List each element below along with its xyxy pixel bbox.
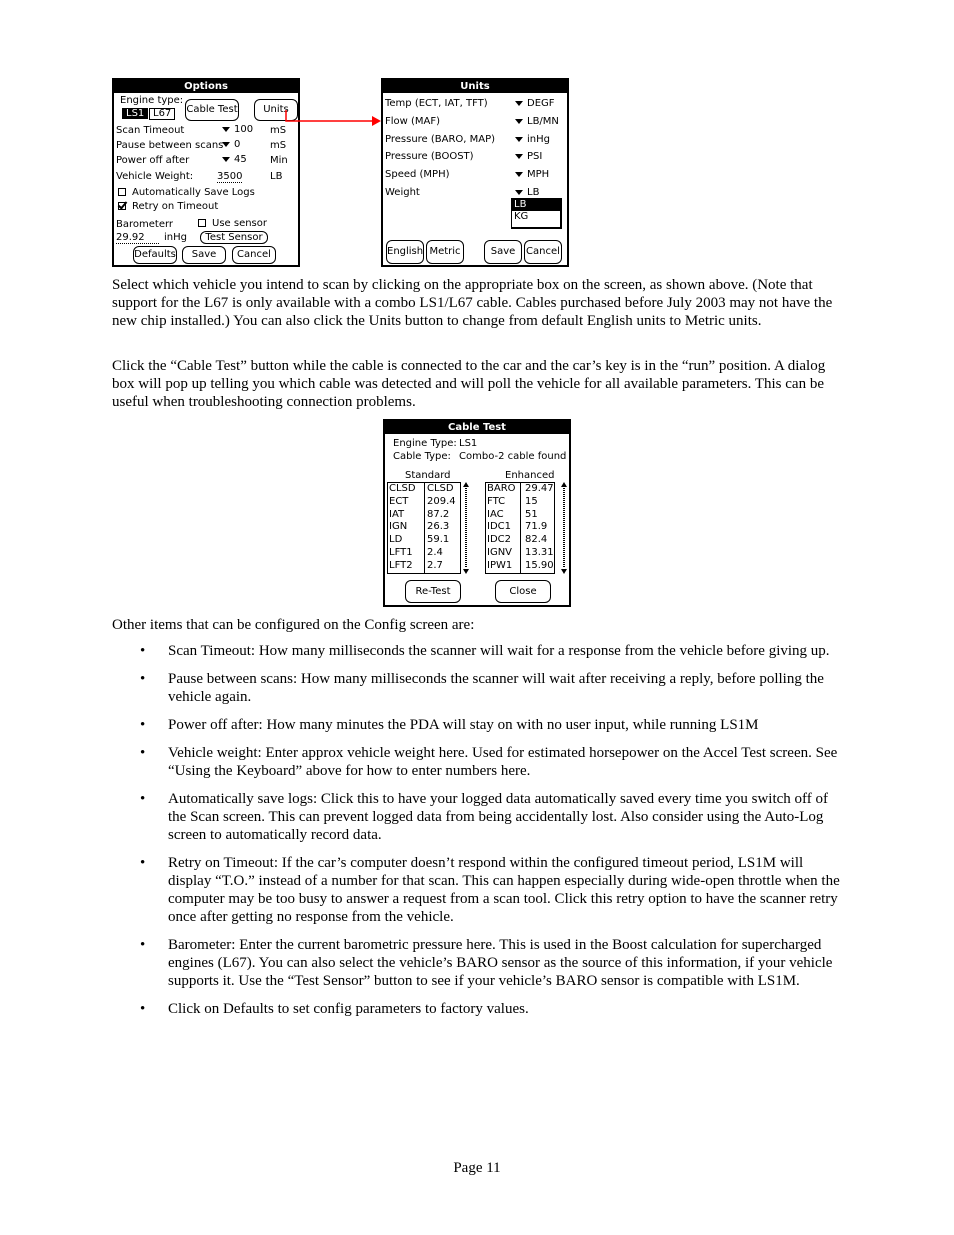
standard-header: Standard bbox=[405, 470, 451, 481]
scan-timeout-unit: mS bbox=[270, 125, 287, 136]
dropdown-arrow-icon bbox=[515, 172, 523, 177]
units-cancel-button[interactable]: Cancel bbox=[524, 240, 562, 264]
power-off-dropdown[interactable]: 45 bbox=[222, 155, 247, 165]
unit-dropdown-flow[interactable]: LB/MN bbox=[515, 117, 559, 127]
list-item: • Vehicle weight: Enter approx vehicle weight here. Used for estimated horsepower on the Accel Test screen. See “Using the Keyboard” above for how to enter numbers here. bbox=[112, 744, 842, 780]
scan-timeout-dropdown[interactable]: 100 bbox=[222, 125, 253, 135]
standard-param-value: 26.3 bbox=[427, 521, 450, 533]
options-title: Options bbox=[114, 80, 298, 93]
standard-param-value: 209.4 bbox=[427, 495, 456, 507]
enhanced-param-value: 82.4 bbox=[525, 534, 548, 546]
scroll-up-icon[interactable] bbox=[561, 482, 567, 487]
scan-timeout-label: Scan Timeout bbox=[116, 125, 185, 136]
test-sensor-button[interactable]: Test Sensor bbox=[200, 231, 268, 244]
standard-row bbox=[389, 560, 460, 573]
standard-list[interactable] bbox=[387, 482, 461, 574]
engine-l67-toggle[interactable]: L67 bbox=[149, 108, 175, 120]
enhanced-row bbox=[487, 547, 554, 560]
auto-save-checkbox[interactable]: Automatically Save Logs bbox=[118, 188, 255, 198]
weight-option-lb[interactable]: LB bbox=[512, 199, 560, 211]
enhanced-param-name: IDC2 bbox=[487, 534, 511, 546]
engine-type-label: Engine type: bbox=[120, 95, 184, 106]
unit-dropdown-speed[interactable]: MPH bbox=[515, 170, 549, 180]
metric-button[interactable]: Metric bbox=[426, 240, 464, 264]
use-sensor-checkbox[interactable]: Use sensor bbox=[198, 219, 267, 229]
list-item: • Click on Defaults to set config parameters to factory values. bbox=[112, 1000, 842, 1018]
standard-param-value: 59.1 bbox=[427, 534, 450, 546]
dropdown-arrow-icon bbox=[515, 137, 523, 142]
options-save-button[interactable]: Save bbox=[182, 246, 226, 264]
enhanced-param-name: BARO bbox=[487, 483, 516, 494]
enhanced-param-name: IGNV bbox=[487, 546, 513, 558]
enhanced-param-name: IAC bbox=[487, 508, 504, 520]
standard-param-name: LFT1 bbox=[389, 546, 413, 558]
defaults-button[interactable]: Defaults bbox=[133, 246, 177, 264]
power-off-unit: Min bbox=[270, 155, 288, 166]
enhanced-row bbox=[487, 496, 554, 509]
unit-row-label-boost: Pressure (BOOST) bbox=[385, 151, 474, 162]
vehicle-weight-field[interactable]: 3500 bbox=[217, 171, 243, 182]
standard-param-name: IGN bbox=[389, 521, 408, 533]
units-title: Units bbox=[383, 80, 567, 93]
unit-row-label-pressure: Pressure (BARO, MAP) bbox=[385, 134, 496, 145]
enhanced-param-value: 13.31 bbox=[525, 546, 554, 558]
pause-unit: mS bbox=[270, 140, 287, 151]
enhanced-row bbox=[487, 560, 554, 573]
engine-type-value: LS1 bbox=[459, 438, 478, 449]
enhanced-param-value: 29.47 bbox=[525, 483, 554, 494]
list-item: • Power off after: How many minutes the PDA will stay on with no user input, while running LS1M bbox=[112, 716, 842, 734]
dropdown-arrow-icon bbox=[515, 101, 523, 106]
standard-param-name: LFT2 bbox=[389, 559, 413, 571]
baro-field[interactable]: 29.92 bbox=[116, 233, 159, 244]
unit-row-label-weight: Weight bbox=[385, 187, 420, 198]
power-off-label: Power off after bbox=[116, 155, 190, 166]
vehicle-weight-label: Vehicle Weight: bbox=[116, 171, 194, 182]
unit-dropdown-pressure[interactable]: inHg bbox=[515, 135, 550, 145]
unit-dropdown-boost[interactable]: PSI bbox=[515, 152, 542, 162]
scroll-down-icon[interactable] bbox=[463, 569, 469, 574]
standard-param-value: 2.7 bbox=[427, 559, 443, 571]
standard-scrollbar[interactable] bbox=[462, 482, 470, 574]
standard-row bbox=[389, 547, 460, 560]
unit-dropdown-weight[interactable]: LB bbox=[515, 188, 539, 198]
enhanced-row bbox=[487, 509, 554, 522]
cable-test-screen bbox=[383, 419, 571, 607]
enhanced-param-value: 15 bbox=[525, 495, 538, 507]
units-save-button[interactable]: Save bbox=[484, 240, 522, 264]
enhanced-row bbox=[487, 483, 554, 496]
standard-row bbox=[389, 534, 460, 547]
options-cancel-button[interactable]: Cancel bbox=[232, 246, 276, 264]
config-items-list bbox=[112, 642, 842, 1028]
weight-dropdown-list bbox=[511, 198, 562, 229]
unit-dropdown-temp[interactable]: DEGF bbox=[515, 99, 555, 109]
cable-test-button[interactable]: Cable Test bbox=[185, 99, 239, 121]
standard-row bbox=[389, 521, 460, 534]
vehicle-weight-unit: LB bbox=[270, 171, 283, 182]
enhanced-param-name: FTC bbox=[487, 495, 506, 507]
unit-row-label-temp: Temp (ECT, IAT, TFT) bbox=[385, 98, 488, 109]
dropdown-arrow-icon bbox=[515, 190, 523, 195]
enhanced-header: Enhanced bbox=[505, 470, 555, 481]
enhanced-param-value: 71.9 bbox=[525, 521, 548, 533]
standard-param-name: IAT bbox=[389, 508, 405, 520]
standard-param-value: 2.4 bbox=[427, 546, 443, 558]
baro-unit: inHg bbox=[164, 232, 187, 243]
standard-param-name: ECT bbox=[389, 495, 409, 507]
standard-param-name: LD bbox=[389, 534, 403, 546]
weight-option-kg[interactable]: KG bbox=[514, 211, 529, 222]
dropdown-arrow-icon bbox=[515, 154, 523, 159]
list-item: • Pause between scans: How many milliseconds the scanner will wait after receiving a reply, before polling the vehicle again. bbox=[112, 670, 842, 706]
units-screen bbox=[381, 78, 569, 267]
cable-type-label: Cable Type: bbox=[393, 451, 451, 462]
standard-row bbox=[389, 509, 460, 522]
enhanced-row bbox=[487, 534, 554, 547]
standard-param-name: CLSD bbox=[389, 483, 416, 494]
cable-type-value: Combo-2 cable found bbox=[459, 451, 567, 462]
pause-between-scans-label: Pause between scans bbox=[116, 140, 224, 151]
enhanced-scrollbar[interactable] bbox=[560, 482, 568, 574]
standard-param-value: 87.2 bbox=[427, 508, 450, 520]
paragraph-vehicle-select: Select which vehicle you intend to scan by clicking on the appropriate box on the screen, as shown above. (Note that support for the L67 is only available with a combo LS1/L67 cable. Cables purchased before July 2003 may not have the new chip installed.) You can also click the Units button to change from default English units to Metric units. bbox=[112, 277, 833, 329]
dropdown-arrow-icon bbox=[515, 119, 523, 124]
scroll-down-icon[interactable] bbox=[561, 569, 567, 574]
list-item: • Barometer: Enter the current barometric pressure here. This is used in the Boost calculation for supercharged engines (L67). You can also select the vehicle’s BARO sensor as the source of this information, if your vehicle supports it. Use the “Test Sensor” button to see if your vehicle’s BARO sensor is compatible with LS1M. bbox=[112, 936, 842, 990]
scroll-up-icon[interactable] bbox=[463, 482, 469, 487]
pause-dropdown[interactable]: 0 bbox=[222, 140, 240, 150]
paragraph-other-items: Other items that can be configured on the Config screen are: bbox=[112, 617, 475, 633]
paragraph-cable-test: Click the “Cable Test” button while the cable is connected to the car and the car’s key is in the “run” position. A dialog box will pop up telling you which cable was detected and will poll the vehicle for all available parameters. This can be useful when troubleshooting connection problems. bbox=[112, 358, 826, 410]
retest-button[interactable]: Re-Test bbox=[405, 580, 461, 603]
cable-test-title: Cable Test bbox=[385, 421, 569, 434]
enhanced-param-name: IPW1 bbox=[487, 559, 513, 571]
page-number: Page 11 bbox=[453, 1160, 501, 1176]
list-item: • Retry on Timeout: If the car’s computer doesn’t respond within the configured timeout period, LS1M will display “T.O.” instead of a number for that scan. This can happen especially during wide-open throttle when the computer may be too busy to answer a request from a scan tool. Click this retry option to have the scanner retry once after getting no response from the vehicle. bbox=[112, 854, 842, 926]
list-item: • Automatically save logs: Click this to have your logged data automatically saved every time you switch off of the Scan screen. This can prevent logged data from being accidentally lost. Also consider using the Auto-Log screen to automatically record data. bbox=[112, 790, 842, 844]
engine-ls1-toggle[interactable]: LS1 bbox=[122, 108, 148, 119]
list-item: • Scan Timeout: How many milliseconds the scanner will wait for a response from the vehicle before giving up. bbox=[112, 642, 842, 660]
enhanced-param-value: 15.90 bbox=[525, 559, 554, 571]
standard-row bbox=[389, 496, 460, 509]
enhanced-param-value: 51 bbox=[525, 508, 538, 520]
unit-row-label-flow: Flow (MAF) bbox=[385, 116, 441, 127]
barometer-label: Barometerr bbox=[116, 219, 174, 230]
enhanced-row bbox=[487, 521, 554, 534]
english-button[interactable]: English bbox=[386, 240, 424, 264]
enhanced-list[interactable] bbox=[485, 482, 555, 574]
standard-row bbox=[389, 483, 460, 496]
retry-timeout-checkbox[interactable]: Retry on Timeout bbox=[118, 202, 218, 212]
standard-param-value: CLSD bbox=[427, 483, 454, 494]
units-button[interactable]: Units bbox=[254, 99, 298, 121]
enhanced-param-name: IDC1 bbox=[487, 521, 511, 533]
unit-row-label-speed: Speed (MPH) bbox=[385, 169, 450, 180]
close-button[interactable]: Close bbox=[495, 580, 551, 603]
engine-type-label: Engine Type: bbox=[393, 438, 457, 449]
